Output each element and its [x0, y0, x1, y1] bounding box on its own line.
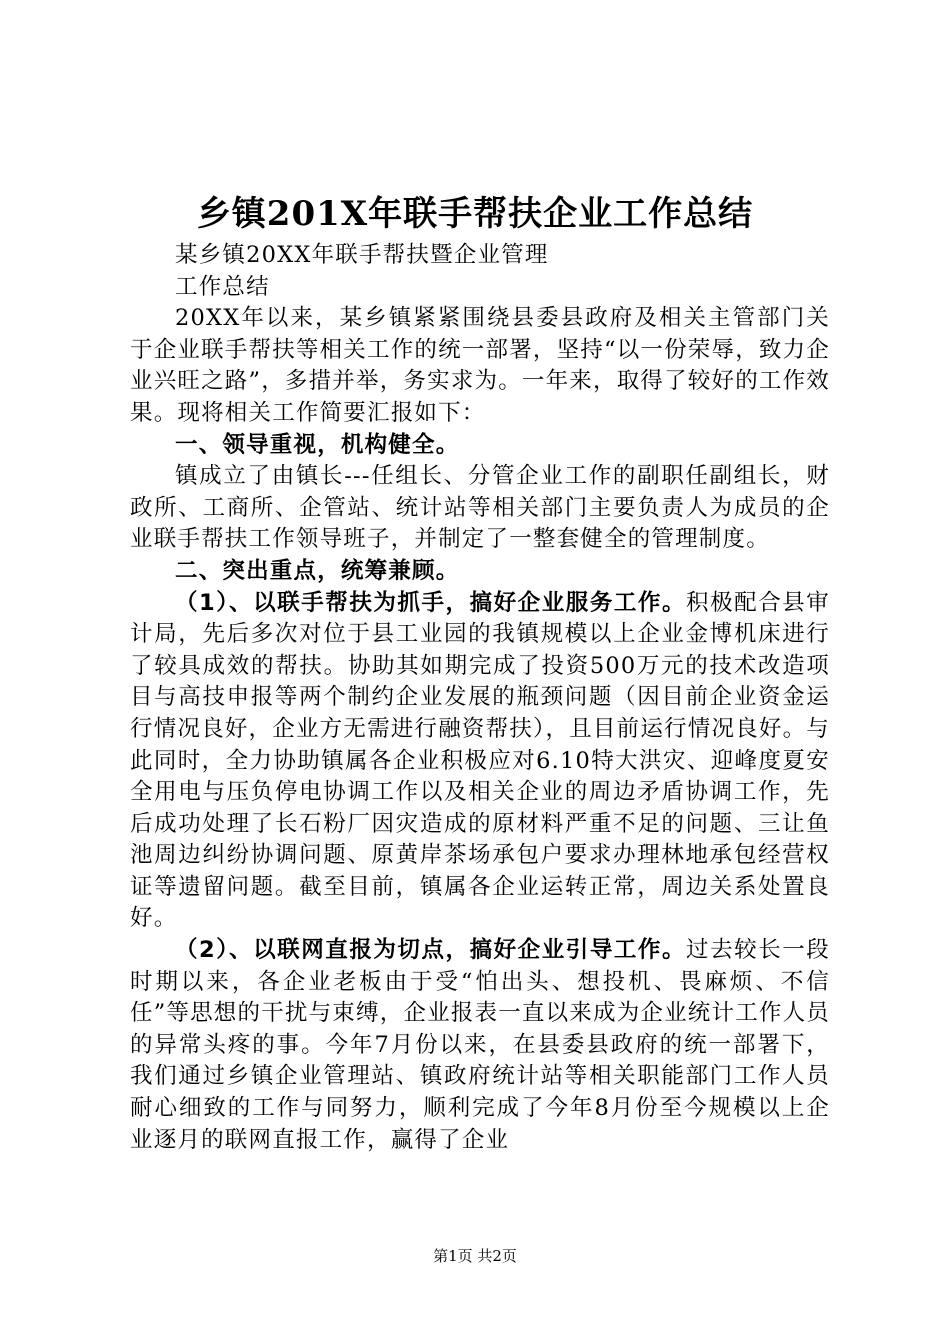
item-2-body: 过去较长一段时期以来，各企业老板由于受“怕出头、想投机、畏麻烦、不信任”等思想的干扰与束缚，企业报表一直以来成为企业统计工作人员的异常头疼的事。今年7月份以来，在县委县政府的统一部署下，我们通过乡镇企业管理站、镇政府统计站等相关职能部门工作人员耐心细致的工作与同努力，顺利完成了今年8月份至今规模以上企业逐月的联网直报工作，赢得了企业: [130, 937, 831, 1153]
item-1-body: 积极配合县审计局，先后多次对位于县工业园的我镇规模以上企业金博机床进行了较具成效的帮扶。协助其如期完成了投资500万元的技术改造项目与高技申报等两个制约企业发展的瓶颈问题（因目前企业资金运行情况良好，企业方无需进行融资帮扶），且目前运行情况良好。与此同时，全力协助镇属各企业积极应对6.10特大洪灾、迎峰度夏安全用电与压负停电协调工作以及相关企业的周边矛盾协调工作，先后成功处理了长石粉厂因灾造成的原材料严重不足的问题、三让鱼池周边纠纷协调问题、原黄岸茶场承包户要求办理林地承包经营权证等遗留问题。截至目前，镇属各企业运转正常，周边关系处置良好。: [130, 589, 831, 932]
section-2-item-1: [130, 588, 830, 936]
subtitle-line-2: 工作总结: [175, 273, 270, 300]
section-1-paragraph: 镇成立了由镇长---任组长、分管企业工作的副职任副组长，财政所、工商所、企管站、统计站等相关部门主要负责人为成员的企业联手帮扶工作领导班子，并制定了一整套健全的管理制度。: [130, 463, 830, 553]
item-2-heading: （2）、以联网直报为切点，搞好企业引导工作。: [175, 937, 687, 964]
document-body: [130, 240, 830, 1156]
section-1-heading: 一、领导重视，机构健全。: [175, 431, 460, 458]
page-footer: 第1页 共2页: [433, 1247, 517, 1265]
section-2-item-2: [130, 935, 830, 1156]
section-2-heading: 二、突出重点，统筹兼顾。: [175, 557, 460, 584]
document-title: 乡镇201X年联手帮扶企业工作总结: [196, 194, 754, 234]
intro-paragraph: 20XX年以来，某乡镇紧紧围绕县委县政府及相关主管部门关于企业联手帮扶等相关工作的统一部署，坚持“以一份荣辱，致力企业兴旺之路”，多措并举，务实求为。一年来，取得了较好的工作效果。现将相关工作简要汇报如下：: [130, 305, 831, 426]
item-1-heading: （1）、以联手帮扶为抓手，搞好企业服务工作。: [175, 589, 687, 616]
subtitle-line-1: 某乡镇20XX年联手帮扶暨企业管理: [175, 242, 549, 268]
